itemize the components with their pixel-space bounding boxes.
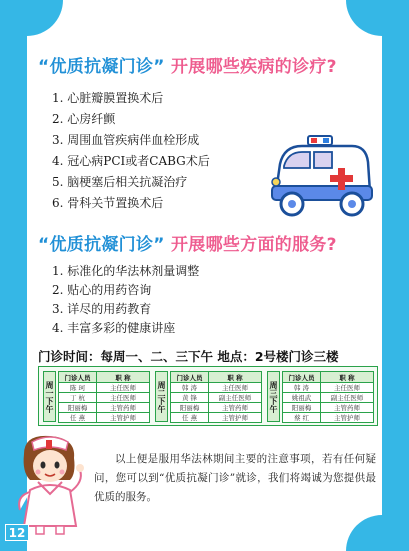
staff-name: 蔡 红 [283,413,321,423]
staff-title: 主管药师 [209,403,262,413]
disease-list [52,88,210,214]
clinic-hours: 门诊时间：每周一、二、三下午 地点：2号楼门诊三楼 [38,349,339,364]
staff-name: 阳丽梅 [171,403,209,413]
table-row [283,403,374,413]
col-header-title: 职 称 [209,372,262,383]
service-item: 2. 贴心的用药咨询 [52,283,152,297]
schedule-table [38,366,378,426]
day-label: 周一下午 [43,371,56,422]
service-item: 3. 详尽的用药教育 [52,302,152,316]
staff-title: 主任医师 [321,383,374,393]
staff-name: 韩 涛 [171,383,209,393]
staff-title: 主任医师 [97,393,150,403]
staff-title: 副主任医师 [321,393,374,403]
table-row [171,413,262,423]
duty-table [58,371,150,423]
notice-text: 以上便是服用华法林期间主要的注意事项，若有任何疑问，您可以到“优质抗凝门诊”就诊，我们将竭诚为您提供最优质的服务。 [94,453,376,503]
staff-title: 主任医师 [97,383,150,393]
table-row [171,393,262,403]
staff-name: 阳丽梅 [283,403,321,413]
section2-heading [38,230,337,255]
disease-item: 3. 周围血管疾病伴血栓形成 [52,133,200,147]
service-list [52,262,199,338]
section2-heading-rest: 开展哪些方面的服务? [170,235,337,255]
staff-name: 韩 涛 [283,383,321,393]
disease-item: 5. 脑梗塞后相关抗凝治疗 [52,175,188,189]
service-item: 1. 标准化的华法林剂量调整 [52,264,200,278]
section1-heading [38,52,337,77]
day-label: 周三下午 [267,371,280,422]
col-header-staff: 门诊人员 [283,372,321,383]
staff-title: 主管护师 [97,413,150,423]
disease-item: 1. 心脏瓣膜置换术后 [52,91,164,105]
staff-title: 主管护师 [321,413,374,423]
table-row [59,413,150,423]
schedule-block [267,371,374,422]
table-row [59,403,150,413]
service-item: 4. 丰富多彩的健康讲座 [52,321,176,335]
staff-name: 陈 珂 [59,383,97,393]
staff-name: 黄 锋 [171,393,209,403]
disease-item: 4. 冠心病PCI或者CABG术后 [52,154,210,168]
disease-item: 2. 心房纤颤 [52,112,116,126]
staff-title: 主管药师 [321,403,374,413]
nurse-icon [10,434,92,536]
duty-table [282,371,374,423]
staff-name: 丁 杭 [59,393,97,403]
table-row [283,393,374,403]
col-header-title: 职 称 [97,372,150,383]
disease-item: 6. 骨科关节置换术后 [52,196,164,210]
staff-name: 任 燕 [59,413,97,423]
schedule-block [43,371,150,422]
duty-table [170,371,262,423]
staff-title: 主管护师 [209,413,262,423]
col-header-staff: 门诊人员 [171,372,209,383]
col-header-staff: 门诊人员 [59,372,97,383]
page-number: 12 [5,524,29,541]
table-row [171,403,262,413]
section1-heading-rest: 开展哪些疾病的诊疗? [170,57,337,77]
staff-title: 主管药师 [97,403,150,413]
staff-name: 姚祖武 [283,393,321,403]
section2-heading-quoted: “优质抗凝门诊” [38,235,165,255]
section1-heading-quoted: “优质抗凝门诊” [38,57,165,77]
table-row [283,383,374,393]
staff-name: 阳丽梅 [59,403,97,413]
schedule-block [155,371,262,422]
staff-title: 副主任医师 [209,393,262,403]
staff-name: 任 燕 [171,413,209,423]
col-header-title: 职 称 [321,372,374,383]
table-row [283,413,374,423]
table-row [59,383,150,393]
table-row [171,383,262,393]
staff-title: 主任医师 [209,383,262,393]
day-label: 周二下午 [155,371,168,422]
ambulance-icon [266,134,374,220]
table-row [59,393,150,403]
